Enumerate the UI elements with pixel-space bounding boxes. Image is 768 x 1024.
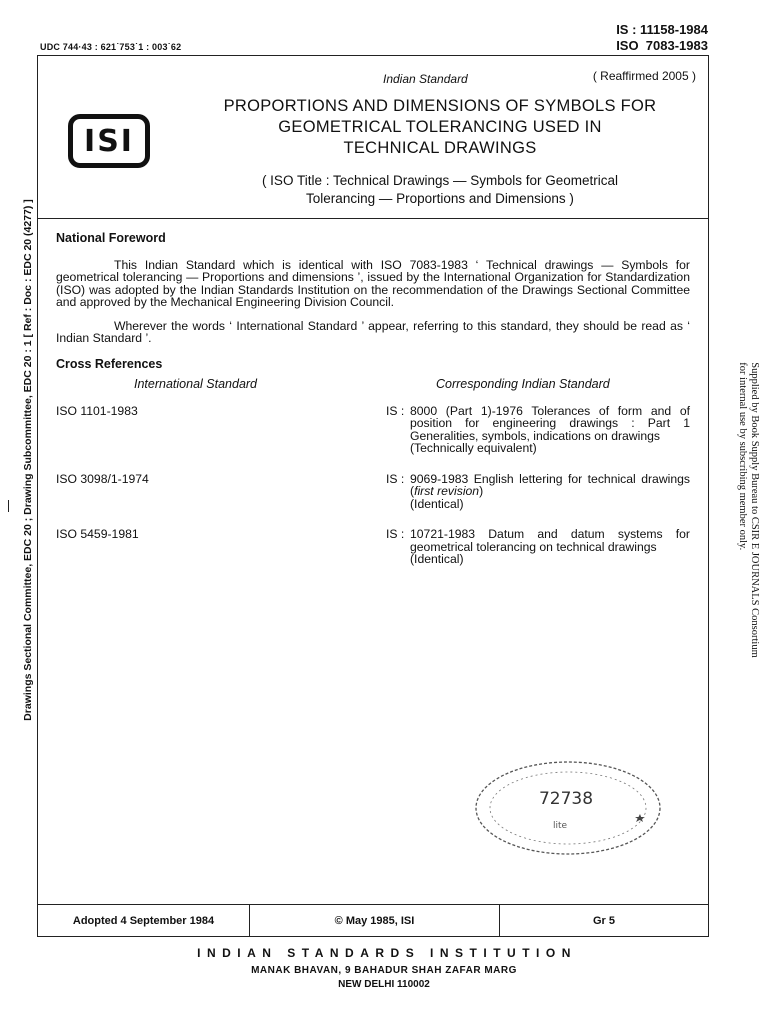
indian-standard-text: 9069-1983 English lettering for technical drawings ( <box>410 471 690 498</box>
publisher-address: MANAK BHAVAN, 9 BAHADUR SHAH ZAFAR MARG <box>251 965 517 976</box>
international-standard: ISO 1101-1983 <box>56 403 138 418</box>
isi-logo <box>68 114 150 168</box>
document-title <box>178 96 702 159</box>
margin-tick <box>8 500 9 512</box>
cross-reference-row <box>56 528 690 566</box>
col-indian: Corresponding Indian Standard <box>436 377 610 391</box>
iso-title <box>178 172 702 208</box>
col-international: International Standard <box>134 377 258 391</box>
is-prefix: IS : <box>386 471 405 486</box>
title-line: TECHNICAL DRAWINGS <box>343 139 537 157</box>
copyright: © May 1985, ISI <box>250 905 500 936</box>
price-group: Gr 5 <box>592 914 615 927</box>
foreword-heading: National Foreword <box>56 231 166 245</box>
publisher-block <box>0 946 768 990</box>
indian-standard-label: Indian Standard <box>383 72 468 86</box>
indian-standard <box>410 473 690 498</box>
equivalence-note: (Identical) <box>410 496 464 511</box>
stamp-star <box>635 814 645 822</box>
cross-reference-row <box>56 473 690 511</box>
equivalence-note: (Technically equivalent) <box>410 441 537 455</box>
committee-reference: Drawings Sectional Committee, EDC 20 ; Drawing Subcommittee, EDC 20 : 1 [ Ref : Doc : EDC 20 (4277) ] <box>22 199 34 721</box>
stamp-number: 72738 <box>538 789 594 809</box>
adopted-date: Adopted 4 September 1984 <box>38 905 250 936</box>
stamp-word: lite <box>552 821 568 831</box>
publisher-city: NEW DELHI 110002 <box>338 979 430 990</box>
standard-numbers <box>616 22 708 54</box>
cross-references-heading: Cross References <box>56 356 163 371</box>
title-line: PROPORTIONS AND DIMENSIONS OF SYMBOLS FOR <box>223 97 657 115</box>
title-line: GEOMETRICAL TOLERANCING USED IN <box>278 118 602 136</box>
indian-standard: 10721-1983 Datum and datum systems for geometrical tolerancing on technical drawings <box>410 527 690 554</box>
supply-notice <box>736 362 760 657</box>
indian-standard-text-end: ) <box>479 484 484 498</box>
supply-notice-line-2: for internal use by subscribing member only. <box>737 362 748 551</box>
footer-table <box>38 904 708 936</box>
revision-note: first revision <box>414 484 480 498</box>
reaffirmed-label: ( Reaffirmed 2005 ) <box>592 69 696 83</box>
iso-title-line: ( ISO Title : Technical Drawings — Symbols for Geometrical <box>261 173 619 188</box>
document-frame <box>37 55 709 937</box>
isi-logo-text: ISI <box>84 123 134 159</box>
library-stamp <box>468 756 668 866</box>
equivalence-note: (Identical) <box>410 552 464 566</box>
is-prefix: IS : <box>386 403 405 418</box>
main-content <box>56 232 690 566</box>
udc-code: UDC 744·43 : 621˙753˙1 : 003˙62 <box>40 42 182 52</box>
iso-title-line: Tolerancing — Proportions and Dimensions ) <box>306 191 574 206</box>
iso-number: ISO 7083-1983 <box>616 38 708 53</box>
is-prefix: IS : <box>386 527 405 541</box>
cross-reference-row <box>56 405 690 455</box>
international-standard: ISO 3098/1-1974 <box>56 471 149 486</box>
supply-notice-line-1: Supplied by Book Supply Bureau to CSIR E JOURNALS Consortium <box>749 362 760 658</box>
publisher-name: INDIAN STANDARDS INSTITUTION <box>197 946 577 960</box>
header-divider <box>38 218 708 219</box>
cross-references-header <box>56 378 690 391</box>
international-standard: ISO 5459-1981 <box>56 527 139 541</box>
foreword-paragraph-1: This Indian Standard which is identical with ISO 7083-1983 ‘ Technical drawings — Symbols for geometrical tolerancing — Proportions and dimensions ’, issued by the International Organization for Standardization (ISO) was adopted by the Indian Standards Institution on the recommendation of the Drawings Sectional Committee and approved by the Mechanical Engineering Division Council. <box>56 257 690 309</box>
foreword-paragraph-2: Wherever the words ‘ International Standard ’ appear, referring to this standard, they should be read as ‘ Indian Standard ’. <box>56 318 690 345</box>
is-number: IS : 11158-1984 <box>616 22 708 37</box>
indian-standard: 8000 (Part 1)-1976 Tolerances of form and of position for engineering drawings : Part 1 Generalities, symbols, indications on drawings <box>410 403 690 443</box>
